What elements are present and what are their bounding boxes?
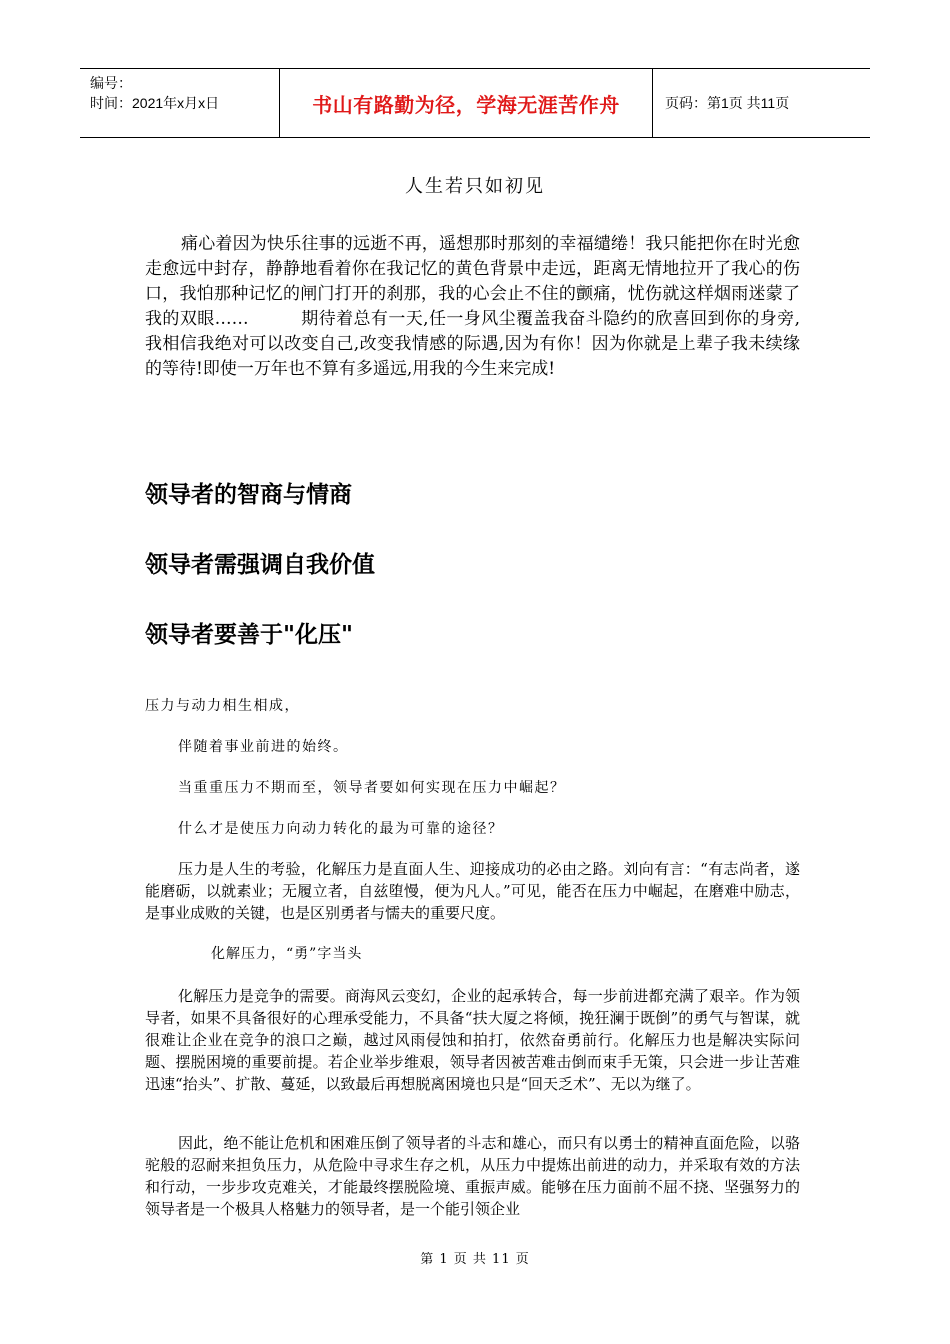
motto: 书山有路勤为径，学海无涯苦作舟 [280,69,653,137]
document-title: 人生若只如初见 [405,176,545,197]
line-1: 压力与动力相生相成， [145,698,300,714]
number-label: 编号： [90,75,132,91]
header-table [80,68,870,138]
heading-iq-eq: 领导者的智商与情商 [145,482,352,508]
paragraph-4: 因此，绝不能让危机和困难压倒了领导者的斗志和雄心，而只有以勇士的精神直面危险，以骆驼般的忍耐来担负压力，从危险中寻求生存之机，从压力中提炼出前进的动力，并采取有效的方法和行动，一步步攻克难关，才能最终摆脱险境、重振声威。能够在压力面前不屈不挠、坚强努力的领导者是一个极具人格魅力的领导者，是一个能引领企业 [145,1134,800,1218]
time-label: 时间：2021年x月x日 [90,95,220,111]
page-info: 页码：第1页 共11页 [665,95,790,111]
line-2: 伴随着事业前进的始终。 [178,739,349,755]
paragraph-3: 化解压力是竞争的需要。商海风云变幻，企业的起承转合，每一步前进都充满了艰辛。作为领导者，如果不具备很好的心理承受能力，不具备“扶大厦之将倾，挽狂澜于既倒”的勇气与智谋，就很难让企业在竞争的浪口之巅，越过风雨侵蚀和拍打，依然奋勇前行。化解压力也是解决实际问题、摆脱困境的重要前提。若企业举步维艰，领导者因被苦难击倒而束手无策，只会进一步让苦难迅速“抬头”、扩散、蔓延，以致最后再想脱离困境也只是“回天乏术”、无以为继了。 [145,987,800,1093]
intro-paragraph: 痛心着因为快乐往事的远逝不再，遥想那时那刻的幸福缱绻！我只能把你在时光愈走愈远中封存，静静地看着你在我记忆的黄色背景中走远，距离无情地拉开了我心的伤口，我怕那种记忆的闸门打开的刹那，我的心会止不住的颤痛，忧伤就这样烟雨迷蒙了我的双眼…… 期待着总有一天,任一身风尘覆盖我奋斗隐约的欣喜回到你的身旁,我相信我绝对可以改变自己,改变我情感的际遇,因为有你！因为你就是上辈子我未续缘的等待!即使一万年也不算有多遥远,用我的今生来完成! [145,234,800,379]
heading-relieve-pressure: 领导者要善于"化压" [145,622,353,648]
page-footer: 第 1 页 共 11 页 [420,1252,530,1267]
heading-self-value: 领导者需强调自我价值 [145,552,375,578]
line-4: 什么才是使压力向动力转化的最为可靠的途径？ [178,821,504,837]
line-3: 当重重压力不期而至，领导者要如何实现在压力中崛起？ [178,780,566,796]
header-meta [80,69,280,137]
paragraph-2: 压力是人生的考验，化解压力是直面人生、迎接成功的必由之路。刘向有言：“有志尚者，遂能磨砺，以就素业；无履立者，自兹堕慢，便为凡人。”可见，能否在压力中崛起，在磨难中励志，是事业成败的关键，也是区别勇者与懦夫的重要尺度。 [145,860,800,922]
subheading-courage: 化解压力，“勇”字当头 [211,946,363,962]
